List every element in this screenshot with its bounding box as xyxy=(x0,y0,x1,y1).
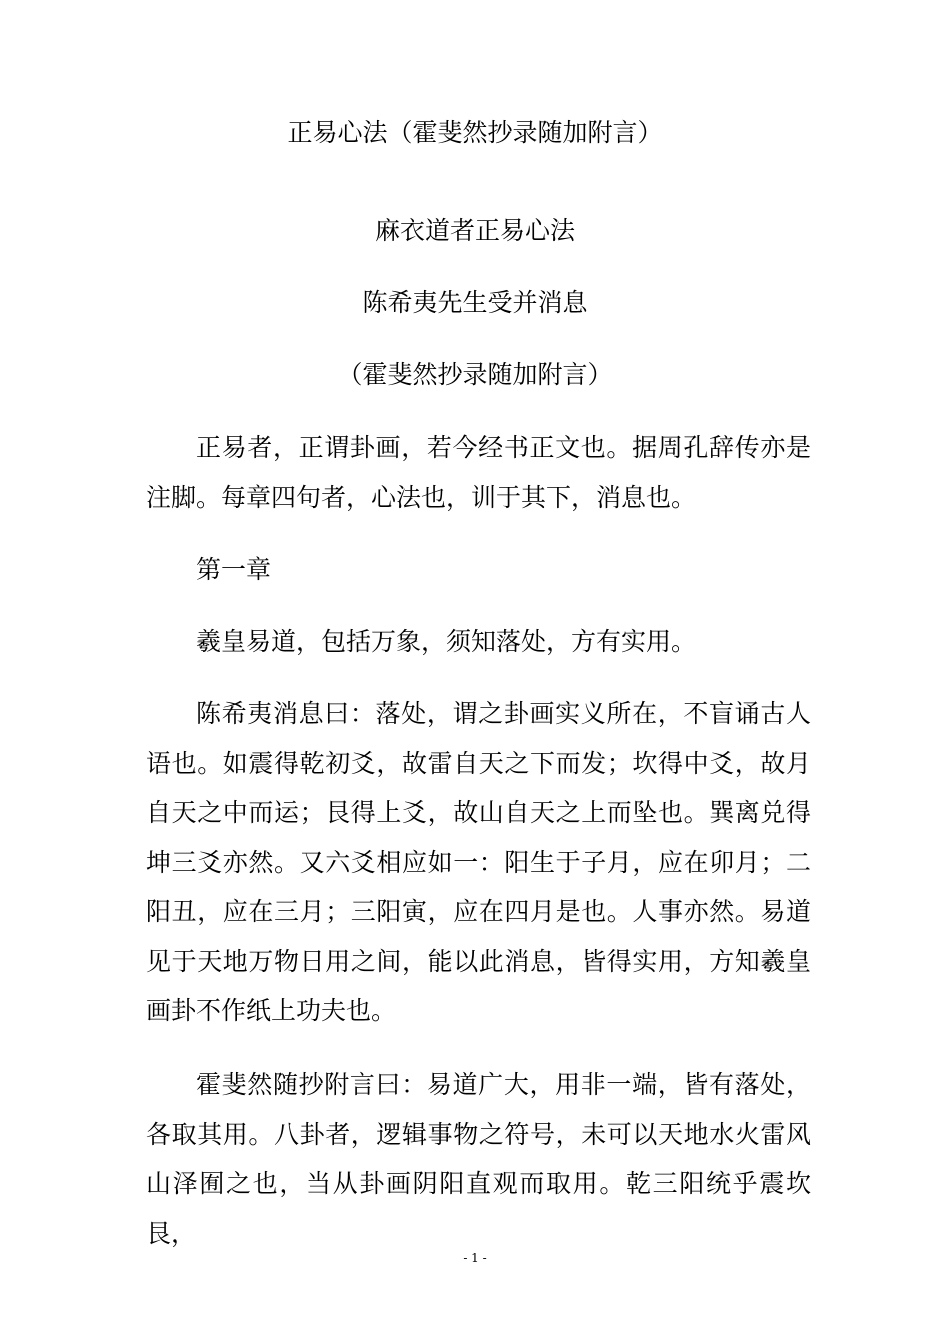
subtitle-note: （霍斐然抄录随加附言） xyxy=(337,360,613,389)
paragraph-commentary-chen: 陈希夷消息曰：落处，谓之卦画实义所在，不盲诵古人语也。如震得乾初爻，故雷自天之下而发；坎得中爻，故月自天之中而运；艮得上爻，故山自天之上而坠也。巽离兑得坤三爻亦然。又六爻相应如一：阳生于子月，应在卯月；二阳丑，应在三月；三阳寅，应在四月是也。人事亦然。易道见于天地万物日用之间，能以此消息，皆得实用，方知羲皇画卦不作纸上功夫也。 xyxy=(146,699,811,1025)
document-title: 正易心法（霍斐然抄录随加附言） xyxy=(287,118,663,147)
page-number: - 1 - xyxy=(463,1251,487,1265)
paragraph-intro: 正易者，正谓卦画，若今经书正文也。据周孔辞传亦是注脚。每章四句者，心法也，训于其下，消息也。 xyxy=(146,433,811,512)
subtitle-book: 麻衣道者正易心法 xyxy=(374,216,575,245)
paragraph-commentary-huo: 霍斐然随抄附言曰：易道广大，用非一端，皆有落处，各取其用。八卦者，逻辑事物之符号，未可以天地水火雷风山泽囿之也，当从卦画阴阳直观而取用。乾三阳统乎震坎艮， xyxy=(146,1070,811,1248)
chapter-heading: 第一章 xyxy=(196,555,272,584)
subtitle-author: 陈希夷先生受并消息 xyxy=(362,288,588,317)
paragraph-verse: 羲皇易道，包括万象，须知落处，方有实用。 xyxy=(196,627,697,656)
